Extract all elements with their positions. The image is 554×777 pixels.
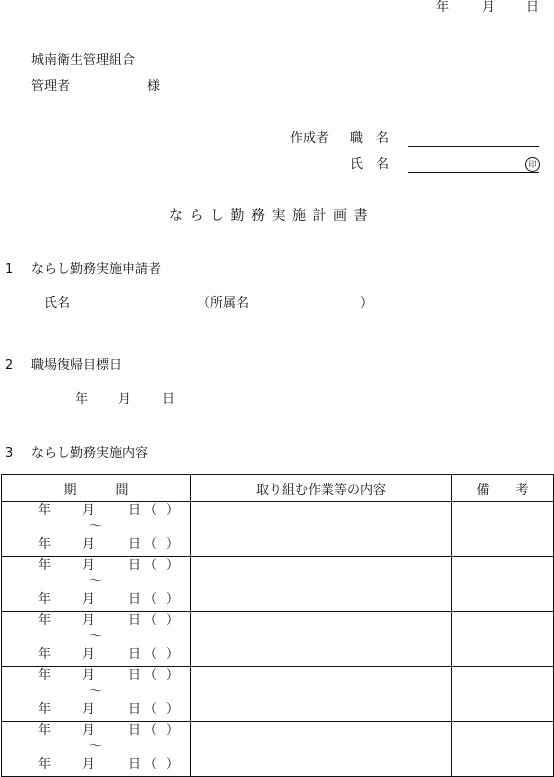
to-year-label: 年 bbox=[38, 647, 52, 662]
period-cell bbox=[2, 667, 191, 722]
section1-number: 1 bbox=[5, 262, 14, 277]
content-cell[interactable] bbox=[191, 722, 452, 777]
applicant-name-label: 氏名 bbox=[44, 296, 71, 311]
doc-title: ならし勤務実施計画書 bbox=[169, 208, 374, 224]
table-header-row bbox=[2, 475, 554, 502]
to-paren-open-label: （ bbox=[144, 537, 158, 552]
notes-cell[interactable] bbox=[452, 502, 554, 557]
author-name-label: 氏 名 bbox=[350, 157, 390, 172]
notes-header: 備 考 bbox=[452, 475, 554, 502]
to-paren-close-label: ） bbox=[166, 757, 180, 772]
range-tilde-label: ～ bbox=[89, 574, 103, 589]
to-year-label: 年 bbox=[38, 757, 52, 772]
addressee-org: 城南衛生管理組合 bbox=[31, 53, 136, 68]
date-year-label: 年 bbox=[436, 0, 450, 15]
to-day-label: 日 bbox=[128, 592, 142, 607]
from-paren-open-label: （ bbox=[144, 558, 158, 573]
to-year-label: 年 bbox=[38, 702, 52, 717]
plan-table bbox=[1, 474, 554, 777]
to-month-label: 月 bbox=[82, 757, 96, 772]
to-paren-close-label: ） bbox=[166, 592, 180, 607]
table-row bbox=[2, 612, 554, 667]
author-name-underline bbox=[408, 172, 539, 173]
from-year-label: 年 bbox=[38, 558, 52, 573]
from-month-label: 月 bbox=[82, 723, 96, 738]
section3-number: 3 bbox=[5, 446, 14, 461]
from-day-label: 日 bbox=[128, 723, 142, 738]
author-post-underline bbox=[408, 146, 539, 147]
seal-icon: 印 bbox=[525, 157, 540, 172]
to-month-label: 月 bbox=[82, 537, 96, 552]
from-paren-close-label: ） bbox=[166, 558, 180, 573]
from-paren-open-label: （ bbox=[144, 723, 158, 738]
period-cell bbox=[2, 722, 191, 777]
from-month-label: 月 bbox=[82, 613, 96, 628]
to-paren-close-label: ） bbox=[166, 537, 180, 552]
date-month-label: 月 bbox=[482, 0, 496, 15]
table-row bbox=[2, 667, 554, 722]
table-row bbox=[2, 722, 554, 777]
affiliation-close: ） bbox=[360, 296, 374, 311]
target-year-label: 年 bbox=[75, 392, 89, 407]
from-day-label: 日 bbox=[128, 558, 142, 573]
period-cell bbox=[2, 612, 191, 667]
from-month-label: 月 bbox=[82, 558, 96, 573]
to-month-label: 月 bbox=[82, 647, 96, 662]
author-post-label: 職 名 bbox=[350, 131, 390, 146]
period-cell bbox=[2, 557, 191, 612]
to-year-label: 年 bbox=[38, 537, 52, 552]
from-year-label: 年 bbox=[38, 613, 52, 628]
content-cell[interactable] bbox=[191, 612, 452, 667]
table-row bbox=[2, 557, 554, 612]
content-header: 取り組む作業等の内容 bbox=[191, 475, 452, 502]
addressee-honorific: 様 bbox=[147, 79, 161, 94]
target-month-label: 月 bbox=[118, 392, 132, 407]
to-year-label: 年 bbox=[38, 592, 52, 607]
from-paren-open-label: （ bbox=[144, 668, 158, 683]
range-tilde-label: ～ bbox=[89, 519, 103, 534]
range-tilde-label: ～ bbox=[89, 739, 103, 754]
from-month-label: 月 bbox=[82, 668, 96, 683]
period-cell bbox=[2, 502, 191, 557]
section3-heading: ならし勤務実施内容 bbox=[31, 446, 149, 461]
to-day-label: 日 bbox=[128, 647, 142, 662]
period-header: 期 間 bbox=[2, 475, 191, 502]
to-paren-close-label: ） bbox=[166, 702, 180, 717]
section2-heading: 職場復帰目標日 bbox=[31, 358, 123, 373]
table-row bbox=[2, 502, 554, 557]
content-cell[interactable] bbox=[191, 557, 452, 612]
to-paren-close-label: ） bbox=[166, 647, 180, 662]
from-year-label: 年 bbox=[38, 723, 52, 738]
to-day-label: 日 bbox=[128, 757, 142, 772]
addressee-title: 管理者 bbox=[31, 79, 71, 94]
from-day-label: 日 bbox=[128, 668, 142, 683]
target-day-label: 日 bbox=[162, 392, 176, 407]
to-month-label: 月 bbox=[82, 592, 96, 607]
from-paren-close-label: ） bbox=[166, 723, 180, 738]
from-day-label: 日 bbox=[128, 503, 142, 518]
to-paren-open-label: （ bbox=[144, 702, 158, 717]
from-month-label: 月 bbox=[82, 503, 96, 518]
to-paren-open-label: （ bbox=[144, 592, 158, 607]
to-day-label: 日 bbox=[128, 702, 142, 717]
date-day-label: 日 bbox=[526, 0, 540, 15]
from-paren-close-label: ） bbox=[166, 503, 180, 518]
notes-cell[interactable] bbox=[452, 612, 554, 667]
content-cell[interactable] bbox=[191, 502, 452, 557]
from-paren-close-label: ） bbox=[166, 668, 180, 683]
to-month-label: 月 bbox=[82, 702, 96, 717]
from-year-label: 年 bbox=[38, 668, 52, 683]
to-paren-open-label: （ bbox=[144, 757, 158, 772]
range-tilde-label: ～ bbox=[89, 684, 103, 699]
affiliation-open: （所属名 bbox=[197, 296, 250, 311]
to-paren-open-label: （ bbox=[144, 647, 158, 662]
section1-heading: ならし勤務実施申請者 bbox=[31, 262, 162, 277]
notes-cell[interactable] bbox=[452, 722, 554, 777]
section2-number: 2 bbox=[5, 358, 14, 373]
content-cell[interactable] bbox=[191, 667, 452, 722]
from-paren-close-label: ） bbox=[166, 613, 180, 628]
to-day-label: 日 bbox=[128, 537, 142, 552]
from-paren-open-label: （ bbox=[144, 613, 158, 628]
author-label: 作成者 bbox=[290, 131, 330, 146]
from-year-label: 年 bbox=[38, 503, 52, 518]
from-day-label: 日 bbox=[128, 613, 142, 628]
notes-cell[interactable] bbox=[452, 557, 554, 612]
range-tilde-label: ～ bbox=[89, 629, 103, 644]
notes-cell[interactable] bbox=[452, 667, 554, 722]
from-paren-open-label: （ bbox=[144, 503, 158, 518]
